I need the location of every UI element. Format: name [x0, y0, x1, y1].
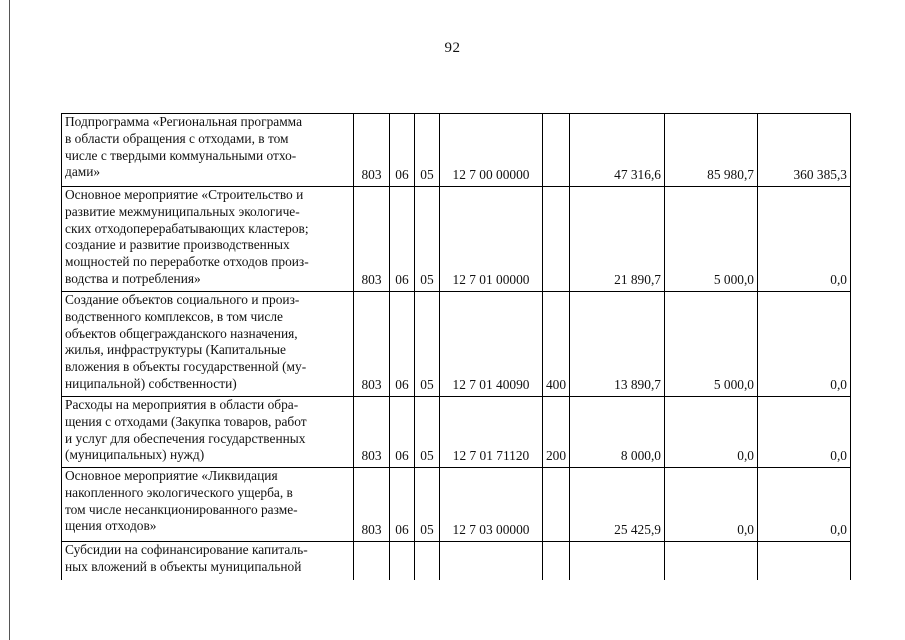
expense-type-cell	[543, 542, 570, 580]
target-article-cell	[440, 542, 543, 580]
subsection-code-cell: 05	[415, 114, 440, 187]
target-article-cell: 12 7 01 40090	[440, 292, 543, 397]
amount-year1-cell: 25 425,9	[570, 468, 665, 542]
amount-year2-cell: 85 980,7	[665, 114, 758, 187]
ministry-code-cell	[354, 542, 390, 580]
page-number: 92	[444, 40, 461, 56]
amount-year3-cell: 0,0	[758, 187, 851, 292]
amount-year2-cell	[665, 542, 758, 580]
expense-type-cell	[543, 114, 570, 187]
expense-type-cell	[543, 468, 570, 542]
budget-table	[61, 113, 851, 580]
table-row	[62, 542, 851, 580]
amount-year1-cell	[570, 542, 665, 580]
row-name-cell: Основное мероприятие «Строительство и развитие межмуниципальных экологиче- ских отходоперерабатывающих кластеров; создание и развитие производственных мощностей по переработке отходов произ- водства и потребления»	[62, 187, 354, 292]
section-code-cell: 06	[390, 187, 415, 292]
subsection-code-cell	[415, 542, 440, 580]
amount-year1-cell: 47 316,6	[570, 114, 665, 187]
table-row	[62, 397, 851, 468]
table-row	[62, 468, 851, 542]
row-name-cell: Создание объектов социального и произ- водственного комплексов, в том числе объектов общегражданского назначения, жилья, инфраструктуры (Капитальные вложения в объекты государственной (му- ниципальной) собственности)	[62, 292, 354, 397]
ministry-code-cell: 803	[354, 292, 390, 397]
ministry-code-cell: 803	[354, 187, 390, 292]
amount-year3-cell: 0,0	[758, 292, 851, 397]
section-code-cell: 06	[390, 292, 415, 397]
target-article-cell: 12 7 01 71120	[440, 397, 543, 468]
section-code-cell	[390, 542, 415, 580]
subsection-code-cell: 05	[415, 292, 440, 397]
page-left-edge	[9, 0, 10, 640]
amount-year3-cell: 360 385,3	[758, 114, 851, 187]
amount-year3-cell: 0,0	[758, 468, 851, 542]
amount-year2-cell: 5 000,0	[665, 292, 758, 397]
ministry-code-cell: 803	[354, 114, 390, 187]
table-row	[62, 114, 851, 187]
target-article-cell: 12 7 00 00000	[440, 114, 543, 187]
table-row	[62, 187, 851, 292]
amount-year2-cell: 0,0	[665, 468, 758, 542]
expense-type-cell: 400	[543, 292, 570, 397]
row-name-cell: Основное мероприятие «Ликвидация накопленного экологического ущерба, в том числе несанкционированного разме- щения отходов»	[62, 468, 354, 542]
amount-year1-cell: 8 000,0	[570, 397, 665, 468]
target-article-cell: 12 7 01 00000	[440, 187, 543, 292]
expense-type-cell: 200	[543, 397, 570, 468]
amount-year2-cell: 5 000,0	[665, 187, 758, 292]
target-article-cell: 12 7 03 00000	[440, 468, 543, 542]
section-code-cell: 06	[390, 397, 415, 468]
amount-year3-cell	[758, 542, 851, 580]
row-name-cell: Расходы на мероприятия в области обра- щения с отходами (Закупка товаров, работ и услуг для обеспечения государственных (муниципальных) нужд)	[62, 397, 354, 468]
amount-year1-cell: 21 890,7	[570, 187, 665, 292]
ministry-code-cell: 803	[354, 397, 390, 468]
amount-year1-cell: 13 890,7	[570, 292, 665, 397]
subsection-code-cell: 05	[415, 468, 440, 542]
section-code-cell: 06	[390, 468, 415, 542]
ministry-code-cell: 803	[354, 468, 390, 542]
amount-year3-cell: 0,0	[758, 397, 851, 468]
row-name-cell: Субсидии на софинансирование капиталь- ных вложений в объекты муниципальной	[62, 542, 354, 580]
section-code-cell: 06	[390, 114, 415, 187]
amount-year2-cell: 0,0	[665, 397, 758, 468]
subsection-code-cell: 05	[415, 187, 440, 292]
expense-type-cell	[543, 187, 570, 292]
budget-table-body	[62, 114, 851, 580]
subsection-code-cell: 05	[415, 397, 440, 468]
row-name-cell: Подпрограмма «Региональная программа в области обращения с отходами, в том числе с твердыми коммунальными отхо- дами»	[62, 114, 354, 187]
table-row	[62, 292, 851, 397]
